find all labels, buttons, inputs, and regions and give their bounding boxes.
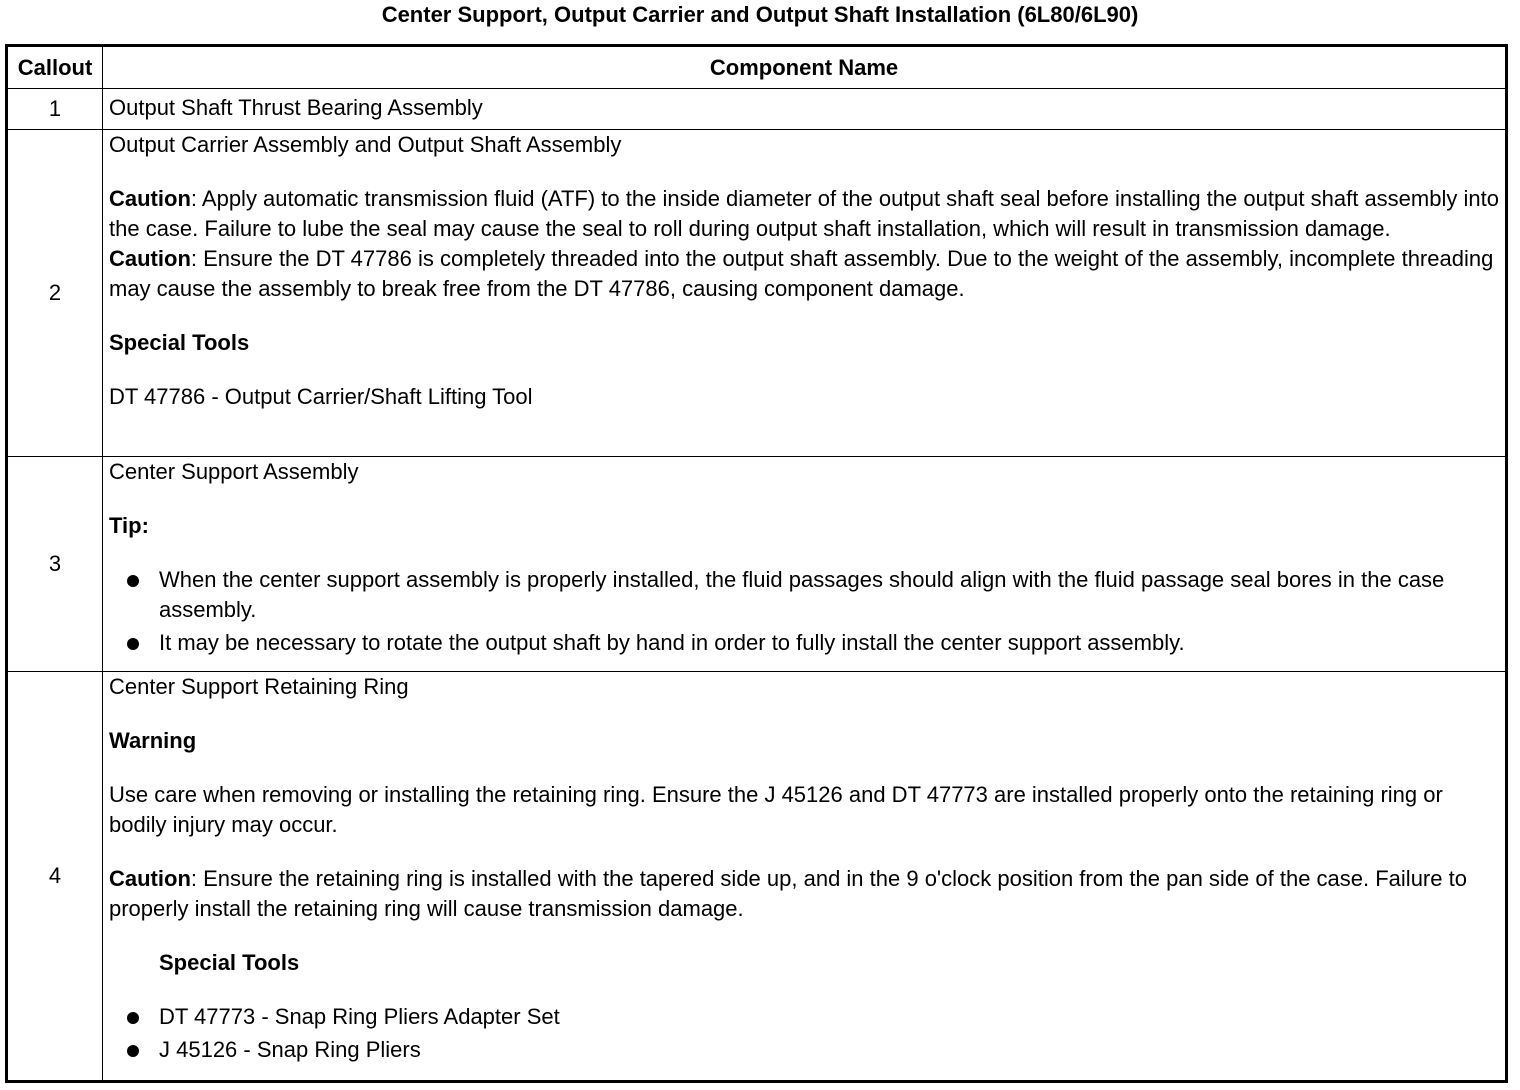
callout-column-header: Callout (7, 46, 103, 89)
table-header-row (7, 46, 1507, 89)
caution-label: Caution (109, 186, 191, 211)
special-tools-heading: Special Tools (159, 950, 300, 975)
special-tools-list (109, 1002, 1499, 1065)
caution-text: Ensure the DT 47786 is completely threaded into the output shaft assembly. Due to the weight of the assembly, incomplete threading may cause the assembly to break free from the DT 47786, causing component damage. (109, 246, 1494, 301)
caution-note: Caution: Ensure the DT 47786 is completely threaded into the output shaft assembly. Due to the weight of the assembly, incomplete threading may cause the assembly to break free from the DT 47786, causing component damage. (109, 246, 1494, 301)
component-column-header: Component Name (103, 46, 1507, 89)
component-name: Center Support Assembly (109, 459, 359, 484)
tip-item: It may be necessary to rotate the output shaft by hand in order to fully install the center support assembly. (109, 628, 1499, 658)
special-tool-item: DT 47773 - Snap Ring Pliers Adapter Set (109, 1002, 1499, 1032)
component-cell (103, 130, 1507, 457)
callout-number: 4 (7, 672, 103, 1082)
tip-item: When the center support assembly is properly installed, the fluid passages should align with the fluid passage seal bores in the case assembly. (109, 565, 1499, 625)
table-row (7, 457, 1507, 672)
special-tool-item: DT 47786 - Output Carrier/Shaft Lifting Tool (109, 384, 533, 409)
component-name: Output Shaft Thrust Bearing Assembly (103, 89, 1507, 130)
callout-number: 3 (7, 457, 103, 672)
special-tools-heading: Special Tools (109, 330, 250, 355)
caution-note: Caution: Ensure the retaining ring is installed with the tapered side up, and in the 9 o'clock position from the pan side of the case. Failure to properly install the retaining ring will cause transmission damage. (109, 866, 1467, 921)
warning-text: Use care when removing or installing the retaining ring. Ensure the J 45126 and DT 47773 are installed properly onto the retaining ring or bodily injury may occur. (109, 782, 1443, 837)
caution-note: Caution: Apply automatic transmission fluid (ATF) to the inside diameter of the output shaft seal before installing the output shaft assembly into the case. Failure to lube the seal may cause the seal to roll during output shaft installation, which will result in transmission damage. (109, 186, 1499, 241)
warning-heading: Warning (109, 728, 197, 753)
table-row (7, 672, 1507, 1082)
callout-number: 1 (7, 89, 103, 130)
caution-text: Apply automatic transmission fluid (ATF) to the inside diameter of the output shaft seal before installing the output shaft assembly into the case. Failure to lube the seal may cause the seal to roll during output shaft installation, which will result in transmission damage. (109, 186, 1499, 241)
component-cell (103, 457, 1507, 672)
callout-number: 2 (7, 130, 103, 457)
special-tool-item: J 45126 - Snap Ring Pliers (109, 1035, 1499, 1065)
caution-label: Caution (109, 246, 191, 271)
component-name: Center Support Retaining Ring (109, 674, 409, 699)
tip-heading: Tip: (109, 513, 149, 538)
table-row (7, 89, 1507, 130)
component-cell (103, 672, 1507, 1082)
caution-text: Ensure the retaining ring is installed with the tapered side up, and in the 9 o'clock position from the pan side of the case. Failure to properly install the retaining ring will cause transmission damage. (109, 866, 1467, 921)
component-name: Output Carrier Assembly and Output Shaft Assembly (109, 132, 622, 157)
caution-label: Caution (109, 866, 191, 891)
table-row (7, 130, 1507, 457)
page-title: Center Support, Output Carrier and Output Shaft Installation (6L80/6L90) (381, 2, 1139, 27)
tip-list (109, 565, 1499, 658)
component-table (5, 44, 1508, 1083)
